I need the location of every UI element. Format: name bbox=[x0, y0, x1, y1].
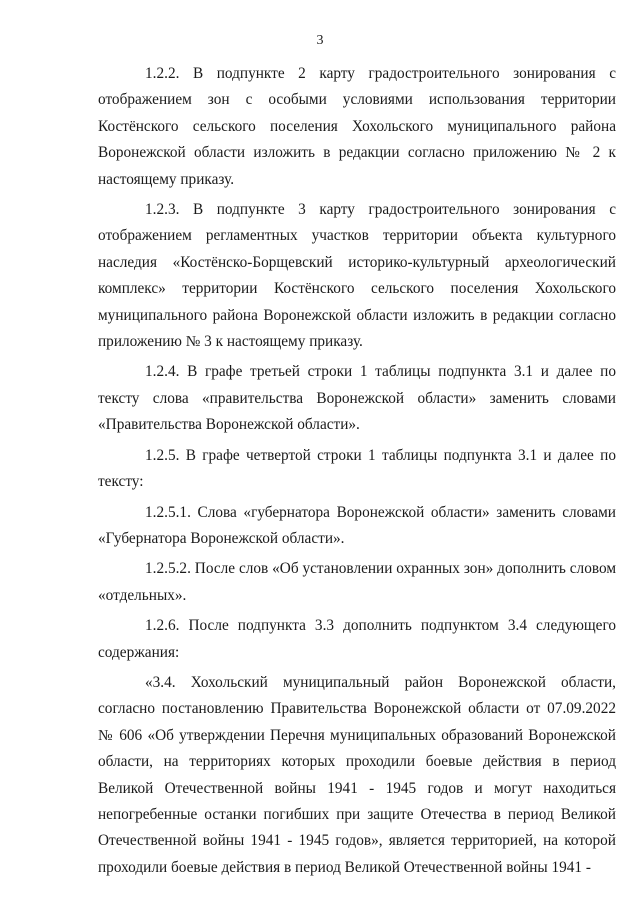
paragraph-quote-3-4: «3.4. Хохольский муниципальный район Воронежской области, согласно постановлению Правительства Воронежской области от 07.09.2022 № 606 «Об утверждении Перечня муниципальных образований Воронежской области, на территориях которых проходили боевые действия в период Великой Отечественной войны 1941 - 1945 годов и могут находиться непогребенные останки погибших при защите Отечества в период Великой Отечественной войны 1941 - 1945 годов», является территорией, на которой проходили боевые действия в период Великой Отечественной войны 1941 - bbox=[98, 673, 616, 876]
paragraph-1-2-3: 1.2.3. В подпункте 3 карту градостроительного зонирования с отображением регламентных участков территории объекта культурного наследия «Костёнско-Борщевский историко-культурный археологический комплекс» территории Костёнского сельского поселения Хохольского муниципального района Воронежской области изложить в редакции согласно приложению № 3 к настоящему приказу. bbox=[98, 201, 616, 351]
paragraph-1-2-5: 1.2.5. В графе четвертой строки 1 таблицы подпункта 3.1 и далее по тексту: bbox=[98, 446, 616, 491]
paragraph-1-2-2: 1.2.2. В подпункте 2 карту градостроительного зонирования с отображением зон с особыми условиями использования территории Костёнского сельского поселения Хохольского муниципального района Воронежской области изложить в редакции согласно приложению № 2 к настоящему приказу. bbox=[98, 65, 616, 188]
paragraph-1-2-5-1: 1.2.5.1. Слова «губернатора Воронежской области» заменить словами «Губернатора Воронежской области». bbox=[98, 503, 616, 547]
document-body bbox=[98, 61, 616, 885]
page-number: 3 bbox=[316, 33, 324, 48]
paragraph-1-2-5-2: 1.2.5.2. После слов «Об установлении охранных зон» дополнить словом «отдельных». bbox=[98, 560, 616, 604]
paragraph-1-2-6: 1.2.6. После подпункта 3.3 дополнить подпунктом 3.4 следующего содержания: bbox=[98, 617, 616, 661]
paragraph-1-2-4: 1.2.4. В графе третьей строки 1 таблицы подпункта 3.1 и далее по тексту слова «правительства Воронежской области» заменить словами «Правительства Воронежской области». bbox=[98, 363, 616, 434]
